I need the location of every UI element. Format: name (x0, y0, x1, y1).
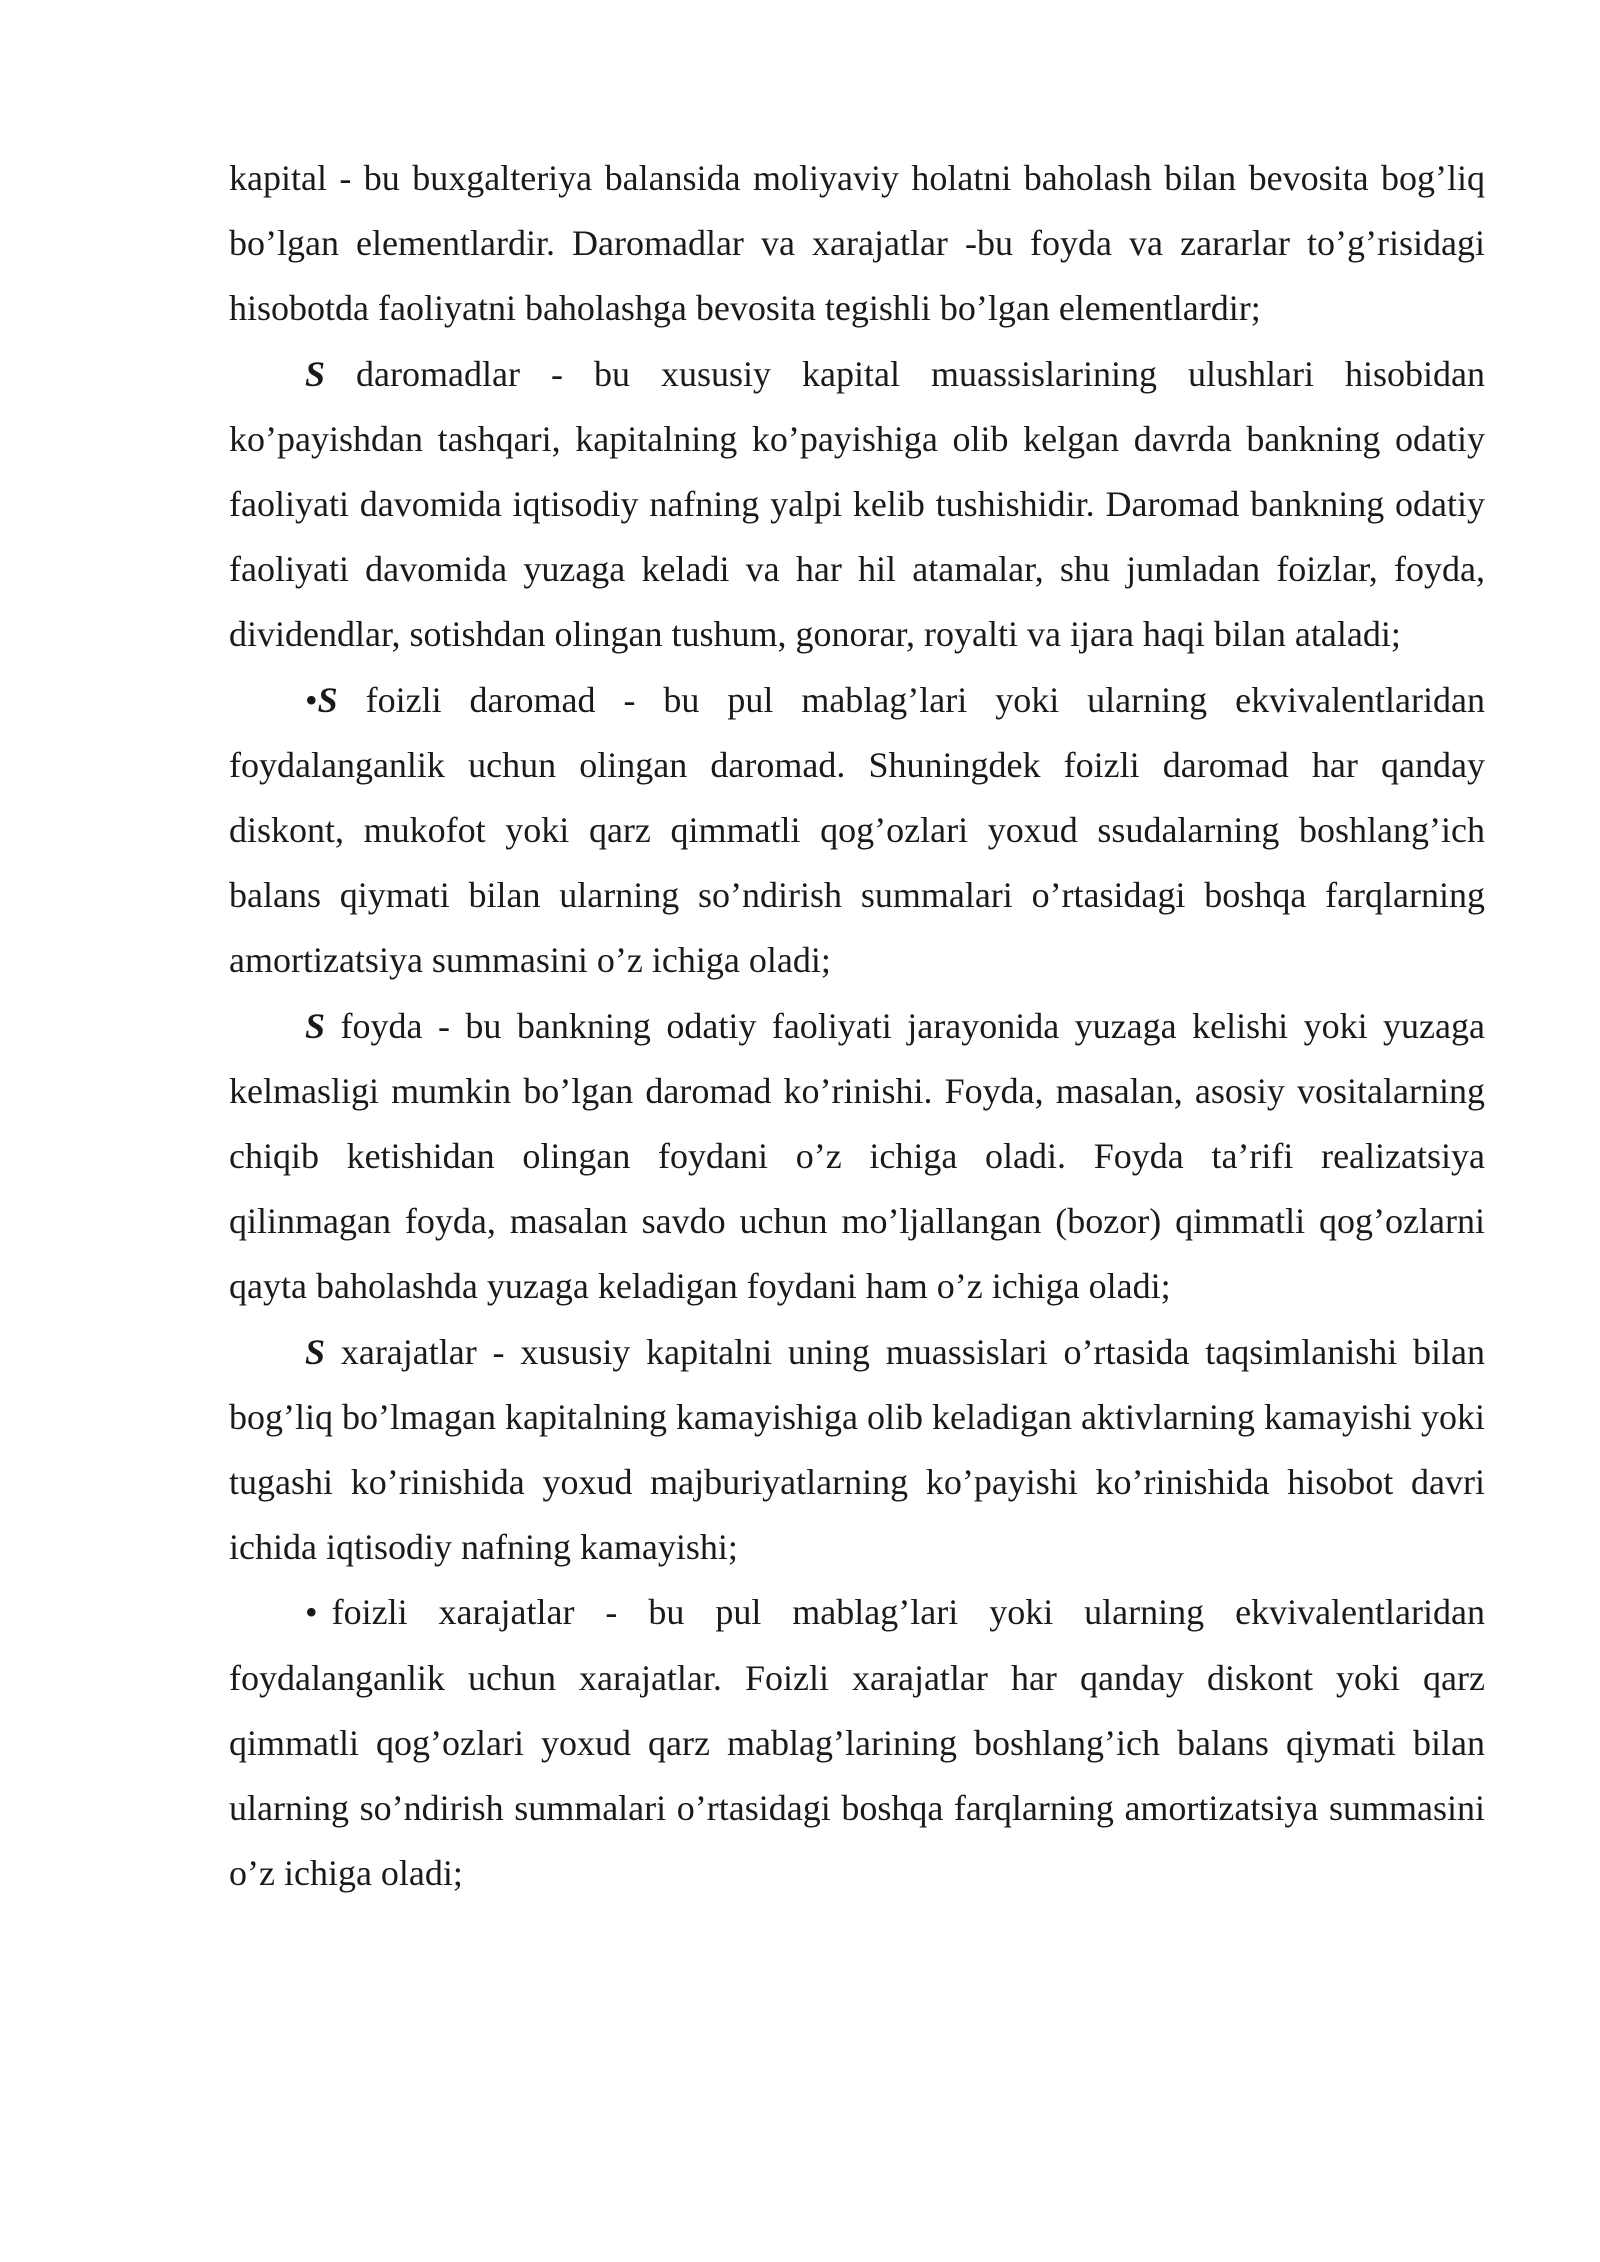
paragraph-interest-income (229, 668, 1485, 994)
list-marker: S (305, 1331, 326, 1372)
paragraph-expenses-definition (229, 1320, 1485, 1581)
paragraph-text: xarajatlar - xususiy kapitalni uning muassislari o’rtasida taqsimlanishi bilan bog’liq bo’lmagan kapitalning kamayishiga olib keladigan aktivlarning kamayishi yoki tugashi ko’rinishida yoxud majburiyatlarning ko’payishi ko’rinishida hisobot davri ichida iqtisodiy nafning kamayishi; (229, 1331, 1486, 1568)
paragraph-text: daromadlar - bu xususiy kapital muassislarining ulushlari hisobidan ko’payishdan tashqari, kapitalning ko’payishiga olib kelgan davrda bankning odatiy faoliyati davomida iqtisodiy nafning yalpi kelib tushishidir. Daromad bankning odatiy faoliyati davomida yuzaga keladi va har hil atamalar, shu jumladan foizlar, foyda, dividendlar, sotishdan olingan tushum, gonorar, royalti va ijara haqi bilan ataladi; (229, 353, 1485, 655)
paragraph-profit-definition (229, 994, 1485, 1320)
bullet-icon: • (305, 679, 318, 720)
bullet-icon: • (305, 1592, 318, 1633)
list-marker: S (305, 353, 326, 394)
paragraph-text: foyda - bu bankning odatiy faoliyati jarayonida yuzaga kelishi yoki yuzaga kelmasligi mumkin bo’lgan daromad ko’rinishi. Foyda, masalan, asosiy vositalarning chiqib ketishidan olingan foydani o’z ichiga oladi. Foyda ta’rifi realizatsiya qilinmagan foyda, masalan savdo uchun mo’ljallangan (bozor) qimmatli qog’ozlarni qayta baholashda yuzaga keladigan foydani ham o’z ichiga oladi; (229, 1005, 1485, 1307)
list-marker: S (317, 679, 338, 720)
paragraph-text: foizli daromad - bu pul mablag’lari yoki ularning ekvivalentlaridan foydalanganlik uchun olingan daromad. Shuningdek foizli daromad har qanday diskont, mukofot yoki qarz qimmatli qog’ozlari yoxud ssudalarning boshlang’ich balans qiymati bilan ularning so’ndirish summalari o’rtasidagi boshqa farqlarning amortizatsiya summasini o’z ichiga oladi; (229, 679, 1485, 981)
document-page (229, 146, 1485, 1906)
paragraph-capital-elements (229, 146, 1485, 342)
paragraph-interest-expenses (229, 1580, 1485, 1906)
paragraph-income-definition (229, 342, 1485, 668)
list-marker: S (305, 1005, 326, 1046)
paragraph-text: foizli xarajatlar - bu pul mablag’lari yoki ularning ekvivalentlaridan foydalanganlik uchun xarajatlar. Foizli xarajatlar har qanday diskont yoki qarz qimmatli qog’ozlari yoxud qarz mablag’larining boshlang’ich balans qiymati bilan ularning so’ndirish summalari o’rtasidagi boshqa farqlarning amortizatsiya summasini o’z ichiga oladi; (229, 1592, 1485, 1894)
paragraph-text: kapital - bu buxgalteriya balansida moliyaviy holatni baholash bilan bevosita bog’liq bo’lgan elementlardir. Daromadlar va xarajatlar -bu foyda va zararlar to’g’risidagi hisobotda faoliyatni baholashga bevosita tegishli bo’lgan elementlardir; (229, 158, 1485, 329)
